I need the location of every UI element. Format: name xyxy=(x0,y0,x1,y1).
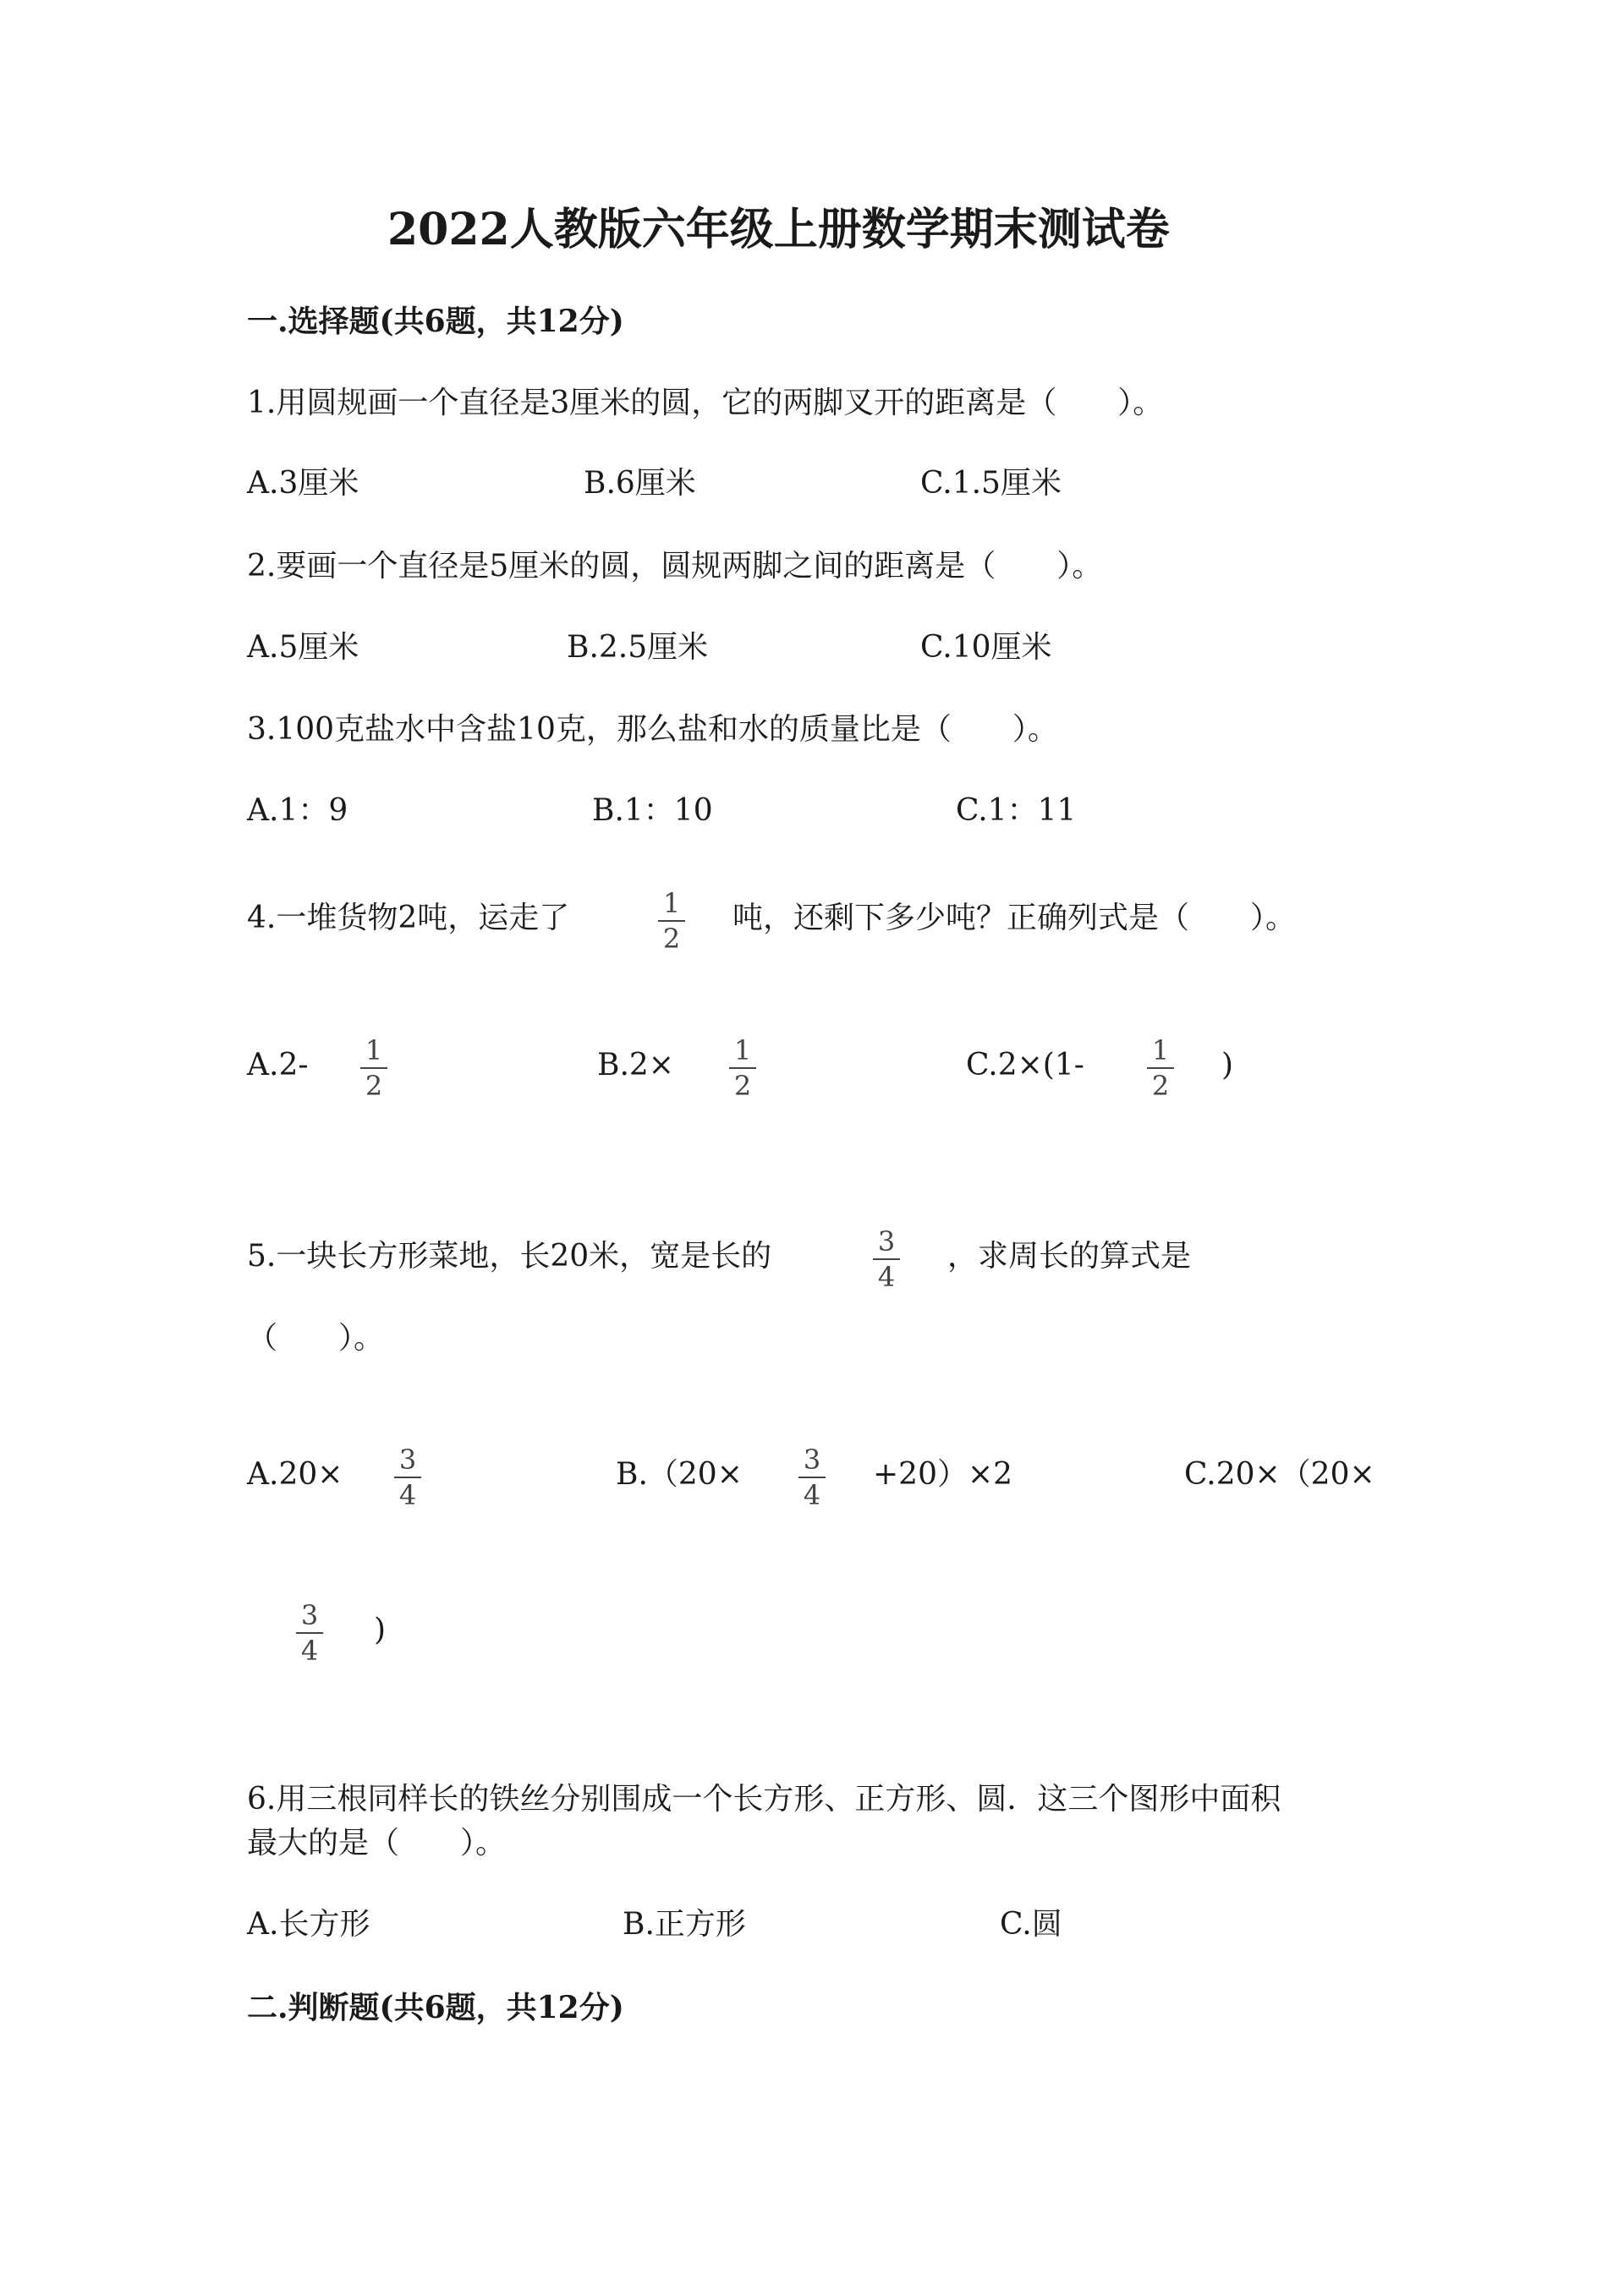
fraction-three-quarters xyxy=(391,1446,425,1509)
fraction-numerator: 1 xyxy=(662,887,681,919)
fraction-three-quarters xyxy=(795,1446,829,1509)
fraction-three-quarters xyxy=(870,1225,903,1293)
fraction-one-half xyxy=(655,887,689,955)
fraction-denominator: 2 xyxy=(733,1070,752,1102)
question-2-option-b: B.2.5厘米 xyxy=(567,630,709,665)
fraction-denominator: 4 xyxy=(300,1635,319,1667)
question-4-option-a: A.2- xyxy=(247,1048,309,1082)
fraction-numerator: 1 xyxy=(1151,1034,1170,1066)
fraction-three-quarters xyxy=(293,1599,326,1667)
question-5-text-start: 5.一块长方形菜地，长20米，宽是长的 xyxy=(247,1239,772,1274)
fraction-one-half xyxy=(357,1034,391,1102)
question-4-option-b: B.2× xyxy=(597,1048,674,1082)
question-4-option-c: C.2×(1- xyxy=(966,1048,1084,1082)
question-5-option-c: C.20×（20× xyxy=(1184,1457,1375,1492)
fraction-denominator: 2 xyxy=(1151,1070,1170,1102)
question-5-text-line2: （ ）。 xyxy=(247,1321,385,1356)
fraction-numerator: 3 xyxy=(398,1444,417,1476)
question-5-option-b: B.（20× xyxy=(616,1457,743,1492)
fraction-denominator: 2 xyxy=(662,923,681,955)
question-3-option-b: B.1：10 xyxy=(592,793,713,828)
question-3-option-c: C.1：11 xyxy=(956,793,1077,828)
fraction-denominator: 4 xyxy=(877,1261,896,1293)
question-4-option-c-close: ) xyxy=(1221,1048,1234,1082)
question-4-text-start: 4.一堆货物2吨，运走了 xyxy=(247,901,570,935)
section-heading-judgement: 二.判断题(共6题，共12分) xyxy=(247,1990,624,2025)
question-1-option-b: B.6厘米 xyxy=(584,466,696,501)
fraction-bar xyxy=(729,1067,756,1069)
fraction-bar xyxy=(798,1477,826,1478)
question-5-option-c-close: ) xyxy=(374,1613,387,1647)
question-1-option-c: C.1.5厘米 xyxy=(920,466,1062,501)
fraction-numerator: 3 xyxy=(300,1599,319,1631)
fraction-denominator: 2 xyxy=(365,1070,383,1102)
fraction-bar xyxy=(296,1632,323,1634)
fraction-denominator: 4 xyxy=(398,1479,417,1511)
question-3-option-a: A.1：9 xyxy=(247,793,348,828)
fraction-bar xyxy=(658,920,685,922)
question-6-option-a: A.长方形 xyxy=(247,1907,370,1942)
fraction-numerator: 1 xyxy=(365,1034,383,1066)
fraction-bar xyxy=(873,1258,900,1260)
fraction-one-half xyxy=(726,1034,760,1102)
section-heading-choice: 一.选择题(共6题，共12分) xyxy=(247,304,624,339)
question-5-text-end: ，求周长的算式是 xyxy=(947,1239,1192,1274)
question-2-option-c: C.10厘米 xyxy=(920,630,1052,665)
question-6-text-line1: 6.用三根同样长的铁丝分别围成一个长方形、正方形、圆．这三个图形中面积 xyxy=(247,1782,1281,1817)
fraction-numerator: 1 xyxy=(733,1034,752,1066)
fraction-bar xyxy=(1147,1067,1174,1069)
question-3-text: 3.100克盐水中含盐10克，那么盐和水的质量比是（ ）。 xyxy=(247,712,1058,747)
question-6-text-line2: 最大的是（ ）。 xyxy=(247,1826,507,1860)
fraction-bar xyxy=(394,1477,421,1478)
question-5-option-a: A.20× xyxy=(247,1457,343,1492)
fraction-numerator: 3 xyxy=(803,1444,821,1476)
fraction-bar xyxy=(360,1067,387,1069)
fraction-numerator: 3 xyxy=(877,1225,896,1258)
fraction-denominator: 4 xyxy=(803,1479,821,1511)
question-1-option-a: A.3厘米 xyxy=(247,466,359,501)
question-5-option-b-end: +20）×2 xyxy=(873,1457,1013,1492)
question-2-text: 2.要画一个直径是5厘米的圆，圆规两脚之间的距离是（ ）。 xyxy=(247,549,1103,584)
question-6-option-c: C.圆 xyxy=(1000,1907,1062,1942)
question-6-option-b: B.正方形 xyxy=(623,1907,746,1942)
question-2-option-a: A.5厘米 xyxy=(247,630,359,665)
fraction-one-half xyxy=(1144,1034,1177,1102)
page-title: 2022人教版六年级上册数学期末测试卷 xyxy=(387,204,1170,255)
question-1-text: 1.用圆规画一个直径是3厘米的圆，它的两脚叉开的距离是（ ）。 xyxy=(247,386,1164,420)
question-4-text-end: 吨，还剩下多少吨？正确列式是（ ）。 xyxy=(732,901,1297,935)
